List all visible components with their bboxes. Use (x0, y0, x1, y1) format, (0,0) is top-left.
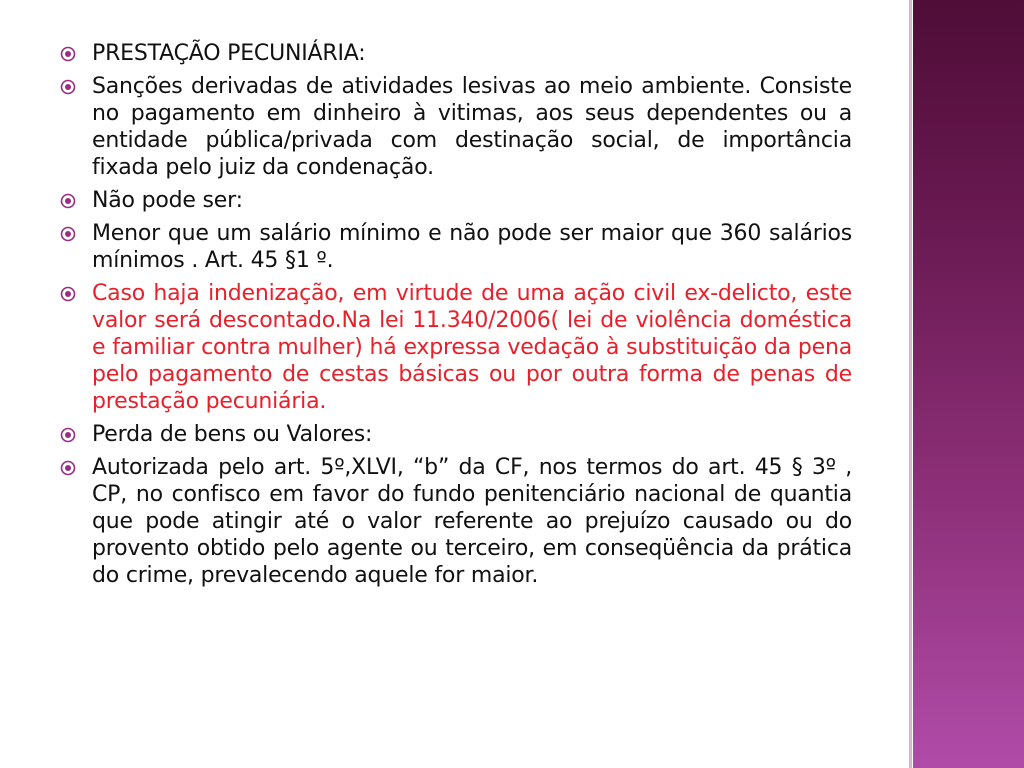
bullet-text: Autorizada pelo art. 5º,XLVI, “b” da CF, nos termos do art. 45 § 3º , CP, no confisco em favor do fundo penitenciário nacional de quantia que pode atingir até o valor referente ao prejuízo causado ou do provento obtido pelo agente ou terceiro, em conseqüência da prática do crime, prevalecendo aquele for maior. (92, 455, 852, 588)
bullet-text: Não pode ser: (92, 188, 243, 213)
target-bullet-icon (60, 280, 92, 307)
bullet-text: Sanções derivadas de atividades lesivas ao meio ambiente. Consiste no pagamento em dinheiro à vitimas, aos seus dependentes ou a entidade pública/privada com destinação social, de importância fixada pelo juiz da condenação. (92, 74, 852, 180)
side-band (913, 0, 1024, 768)
bullet-list (60, 40, 852, 595)
bullet-text: Menor que um salário mínimo e não pode ser maior que 360 salários mínimos . Art. 45 §1 º. (92, 221, 852, 273)
bullet-item (60, 421, 852, 448)
target-bullet-icon (60, 73, 92, 100)
side-band-divider (909, 0, 912, 768)
target-bullet-icon (60, 187, 92, 214)
bullet-text: PRESTAÇÃO PECUNIÁRIA: (92, 41, 366, 66)
target-bullet-icon (60, 454, 92, 481)
bullet-text: Perda de bens ou Valores: (92, 422, 373, 447)
target-bullet-icon (60, 421, 92, 448)
bullet-text-highlighted: Caso haja indenização, em virtude de uma ação civil ex-delicto, este valor será descontado.Na lei 11.340/2006( lei de violência doméstica e familiar contra mulher) há expressa vedação à substituição da pena pelo pagamento de cestas básicas ou por outra forma de penas de prestação pecuniária. (92, 281, 852, 414)
bullet-item (60, 220, 852, 274)
bullet-item-highlighted (60, 280, 852, 415)
target-bullet-icon (60, 220, 92, 247)
bullet-item (60, 187, 852, 214)
bullet-item (60, 454, 852, 589)
target-bullet-icon (60, 40, 92, 67)
bullet-item (60, 73, 852, 181)
bullet-item (60, 40, 852, 67)
